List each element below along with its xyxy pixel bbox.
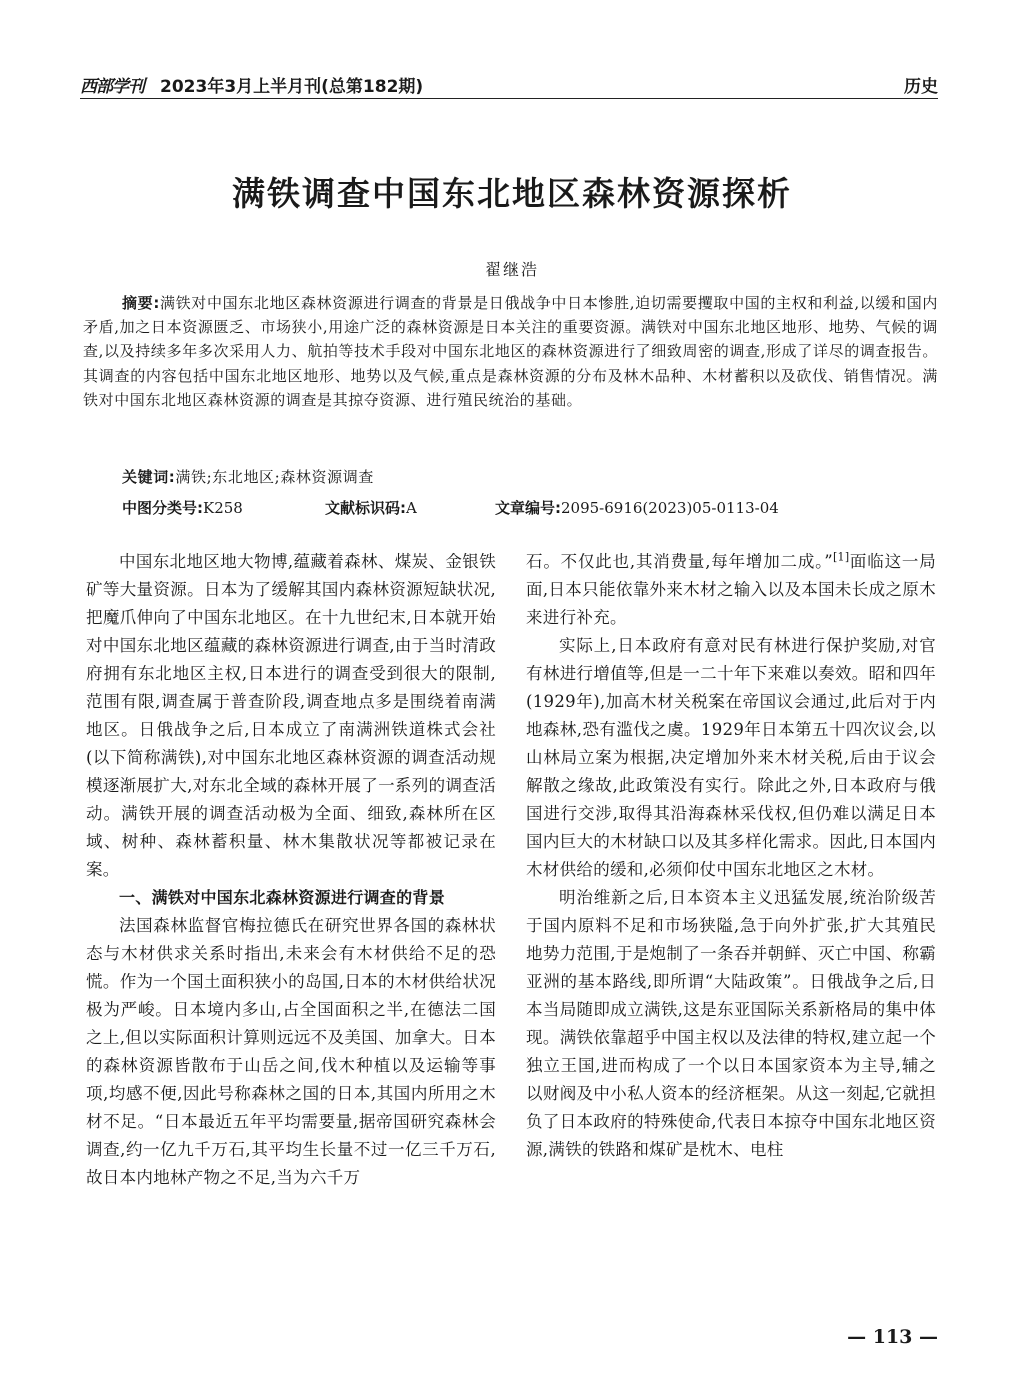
abstract — [83, 291, 938, 412]
keywords — [122, 466, 374, 487]
section-heading: 一、满铁对中国东北森林资源进行调查的背景 — [119, 888, 446, 907]
article-no-label: 文章编号: — [495, 499, 561, 517]
paragraph-text: 石。不仅此也,其消费量,每年增加二成。” — [526, 552, 833, 571]
body-paragraph: 明治维新之后,日本资本主义迅猛发展,统治阶级苦于国内原料不足和市场狭隘,急于向外扩张,扩大其殖民地势力范围,于是炮制了一条吞并朝鲜、灭亡中国、称霸亚洲的基本路线,即所谓“大陆政策”。日俄战争之后,日本当局随即成立满铁,这是东亚国际关系新格局的集中体现。满铁依靠超乎中国主权以及法律的特权,建立起一个独立王国,进而构成了一个以日本国家资本为主导,辅之以财阀及中小私人资本的经济框架。从这一刻起,它就担负了日本政府的特殊使命,代表日本掠夺中国东北地区资源,满铁的铁路和煤矿是枕木、电柱 — [526, 888, 936, 1159]
doc-code-value: A — [406, 499, 417, 517]
clc-number — [122, 497, 243, 518]
section-label: 历史 — [904, 77, 938, 97]
reference-marker: [1] — [832, 550, 850, 564]
body-paragraph: 中国东北地区地大物博,蕴藏着森林、煤炭、金银铁矿等大量资源。日本为了缓解其国内森林资源短缺状况,把魔爪伸向了中国东北地区。在十九世纪末,日本就开始对中国东北地区蕴藏的森林资源进行调查,由于当时清政府拥有东北地区主权,日本进行的调查受到很大的限制,范围有限,调查属于普查阶段,调查地点多是围绕着南满地区。日俄战争之后,日本成立了南满洲铁道株式会社(以下简称满铁),对中国东北地区森林资源的调查活动规模逐渐展扩大,对东北全域的森林开展了一系列的调查活动。满铁开展的调查活动极为全面、细致,森林所在区域、树种、森林蓄积量、林木集散状况等都被记录在案。 — [86, 552, 496, 879]
doc-code-label: 文献标识码: — [325, 499, 406, 517]
author-name: 翟继浩 — [484, 260, 539, 279]
abstract-text: 满铁对中国东北地区森林资源进行调查的背景是日俄战争中日本惨胜,迫切需要攫取中国的主权和利益,以缓和国内矛盾,加之日本资源匮乏、市场狭小,用途广泛的森林资源是日本关注的重要资源。满铁对中国东北地区地形、地势、气候的调查,以及持续多年多次采用人力、航拍等技术手段对中国东北地区的森林资源进行了细致周密的调查,形成了详尽的调查报告。其调查的内容包括中国东北地区地形、地势以及气候,重点是森林资源的分布及林木品种、木材蓄积以及砍伐、销售情况。满铁对中国东北地区森林资源的调查是其掠夺资源、进行殖民统治的基础。 — [83, 294, 938, 409]
keywords-label: 关键词: — [122, 468, 176, 486]
clc-value: K258 — [203, 499, 243, 517]
body-paragraph: 法国森林监督官梅拉德氏在研究世界各国的森林状态与木材供求关系时指出,未来会有木材供给不足的恐慌。作为一个国土面积狭小的岛国,日本的木材供给状况极为严峻。日本境内多山,占全国面积之半,在德法二国之上,但以实际面积计算则远远不及美国、加拿大。日本的森林资源皆散布于山岳之间,伐木种植以及运输等事项,均感不便,因此号称森林之国的日本,其国内所用之木材不足。“日本最近五年平均需要量,据帝国研究森林会调查,约一亿九千万石,其平均生长量不过一亿三千万石,故日本内地林产物之不足,当为六千万 — [86, 916, 496, 1187]
abstract-label: 摘要: — [122, 294, 160, 312]
document-code — [325, 497, 417, 518]
running-header — [80, 70, 938, 99]
body-column-left — [86, 548, 496, 1192]
body-paragraph: 实际上,日本政府有意对民有林进行保护奖励,对官有林进行增值等,但是一二十年下来难以奏效。昭和四年(1929年),加高木材关税案在帝国议会通过,此后对于内地森林,恐有滥伐之虞。1929年日本第五十四次议会,以山林局立案为根据,决定增加外来木材关税,后由于议会解散之缘故,此政策没有实行。除此之外,日本政府与俄国进行交涉,取得其沿海森林采伐权,但仍难以满足日本国内巨大的木材缺口以及其多样化需求。因此,日本国内木材供给的缓和,必须仰仗中国东北地区之木材。 — [526, 636, 936, 879]
paragraph-text: 面临这一局面,日本只能依靠外来木材之输入以及本国未长成之原木来进行补充。 — [526, 552, 936, 627]
clc-label: 中图分类号: — [122, 499, 203, 517]
page-number: — 113 — — [847, 1326, 938, 1348]
journal-logo: 西部学刊 — [80, 77, 144, 97]
article-no-value: 2095-6916(2023)05-0113-04 — [561, 499, 779, 517]
body-column-right — [526, 548, 936, 1164]
article-number — [495, 497, 779, 518]
keywords-text: 满铁;东北地区;森林资源调查 — [175, 468, 374, 486]
article-title: 满铁调查中国东北地区森林资源探析 — [232, 174, 792, 213]
body-paragraph — [526, 548, 936, 632]
issue-info: 2023年3月上半月刊(总第182期) — [160, 77, 424, 97]
